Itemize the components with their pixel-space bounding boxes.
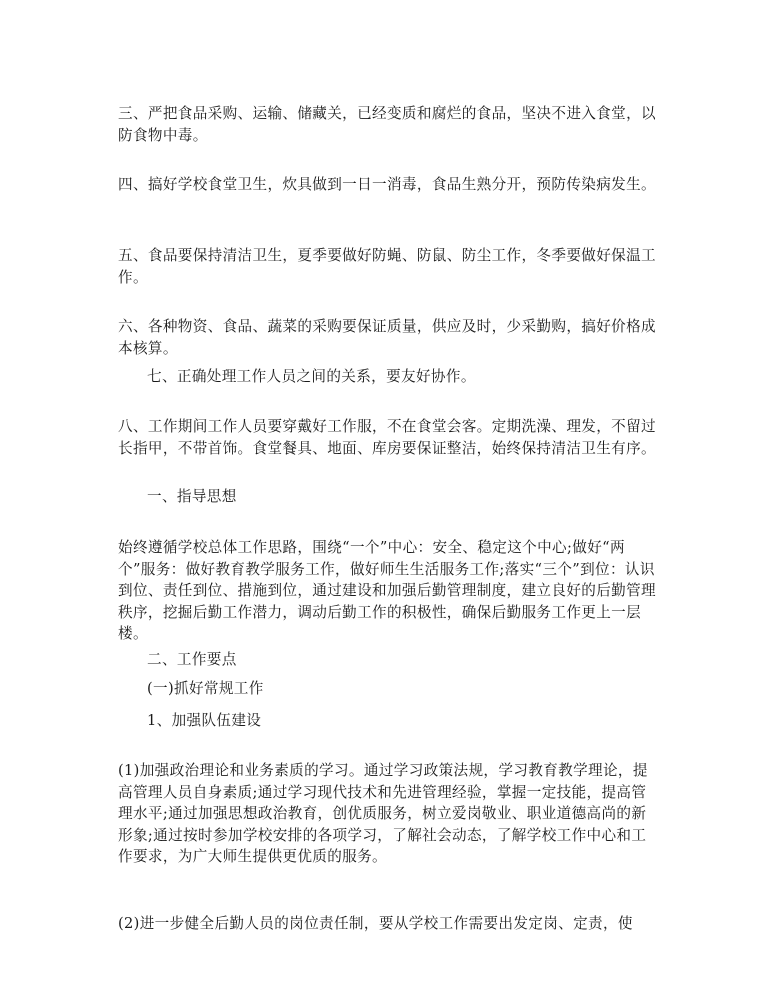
paragraph-guiding-ideology: 始终遵循学校总体工作思路，围绕“一个”中心：安全、稳定这个中心;做好“两个”服务：做好教育教学服务工作，做好师生生活服务工作;落实“三个”到位：认识到位、责任到位、措施到位，通过建设和加强后勤管理制度，建立良好的后勤管理秩序，挖掘后勤工作潜力，调动后勤工作的积极性，确保后勤服务工作更上一层楼。 — [118, 539, 656, 642]
heading-team-building: 1、加强队伍建设 — [147, 712, 262, 729]
paragraph-responsibility-system: (2)进一步健全后勤人员的岗位责任制，要从学校工作需要出发定岗、定责，使 — [118, 915, 633, 932]
paragraph-canteen-hygiene: 四、搞好学校食堂卫生，炊具做到一日一消毒，食品生熟分开，预防传染病发生。 — [118, 176, 656, 193]
paragraph-food-cleanliness: 五、食品要保持清洁卫生，夏季要做好防蝇、防鼠、防尘工作，冬季要做好保温工作。 — [118, 247, 656, 286]
heading-work-points: 二、工作要点 — [147, 651, 237, 668]
paragraph-food-procurement: 三、严把食品采购、运输、储藏关，已经变质和腐烂的食品，坚决不进入食堂，以防食物中毒。 — [118, 105, 656, 144]
paragraph-work-attire: 八、工作期间工作人员要穿戴好工作服，不在食堂会客。定期洗澡、理发，不留过长指甲，不带首饰。食堂餐具、地面、库房要保证整洁，始终保持清洁卫生有序。 — [118, 418, 656, 457]
paragraph-staff-relations: 七、正确处理工作人员之间的关系，要友好协作。 — [147, 368, 476, 385]
heading-guiding-ideology: 一、指导思想 — [147, 488, 237, 505]
paragraph-political-study: (1)加强政治理论和业务素质的学习。通过学习政策法规，学习教育教学理论，提高管理人员自身素质;通过学习现代技术和先进管理经验，掌握一定技能，提高管理水平;通过加强思想政治教育，创优质服务，树立爱岗敬业、职业道德高尚的新形象;通过按时参加学校安排的各项学习，了解社会动态，了解学校工作中心和工作要求，为广大师生提供更优质的服务。 — [118, 762, 648, 865]
paragraph-purchasing: 六、各种物资、食品、蔬菜的采购要保证质量，供应及时，少采勤购，搞好价格成本核算。 — [118, 318, 656, 357]
heading-routine-work: (一)抓好常规工作 — [147, 680, 264, 697]
